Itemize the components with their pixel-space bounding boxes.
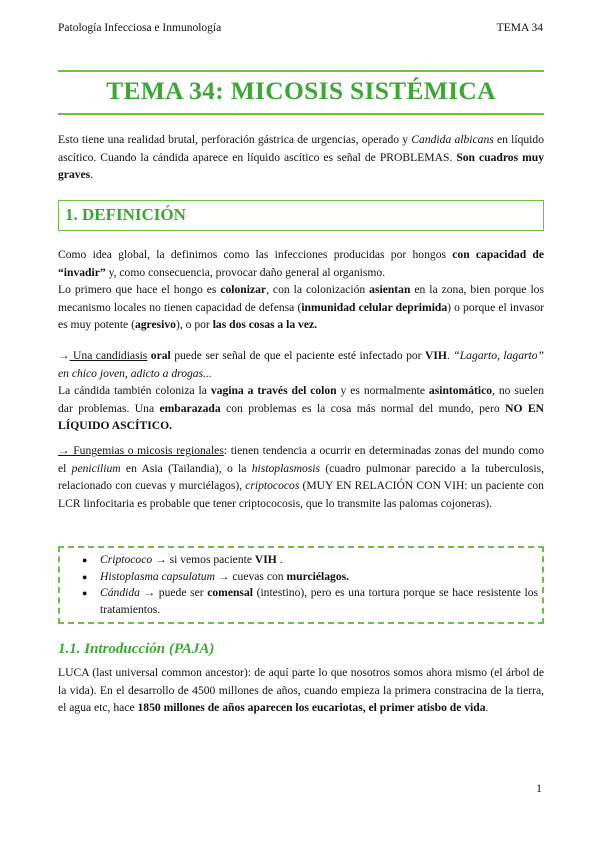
fungemias-paragraph: → Fungemias o micosis regionales: tienen tendencia a ocurrir en determinadas zonas del mundo como el penicilium en Asia (Tailandia), o la histoplasmosis (cuadro pulmonar parecido a la tuberculosis, relacionado con cuevas y murciélagos), criptococos (MUY EN RELACIÓN CON VIH: un paciente con LCR linfocitaria es probable que tener criptococosis, que lo transmite las palomas cojoneras). [58, 444, 545, 510]
section-heading-box [58, 200, 544, 231]
list-item: ● Histoplasma capsulatum → cuevas con murciélagos. [82, 569, 538, 586]
section-heading: 1. DEFINICIÓN [65, 205, 186, 224]
subsection-heading: 1.1. Introducción (PAJA) [58, 641, 215, 657]
luca-paragraph: LUCA (last universal common ancestor): de aquí parte lo que nosotros somos ahora mismo (el árbol de la vida). En el desarrollo de 4500 millones de años, cuando empieza la primera constracina de la tierra, el agua etc, hace 1850 millones de años aparecen los eucariotas, el primer atisbo de vida. [58, 666, 544, 715]
title-rule-top [58, 70, 544, 72]
summary-list [82, 552, 538, 618]
bullet-icon: ● [82, 555, 88, 565]
intro-paragraph: Esto tiene una realidad brutal, perforación gástrica de urgencias, operado y Candida albicans en líquido ascítico. Cuando la cándida aparece en líquido ascítico es señal de PROBLEMAS. Son cuadros muy graves. [58, 133, 544, 182]
definition-paragraph-2: Lo primero que hace el hongo es colonizar, con la colonización asientan en la zona, bien porque los mecanismo locales no tienen capacidad de defensa (inmunidad celular deprimida) o porque el invasor es muy potente (agresivo), o por las dos cosas a la vez. [58, 283, 544, 332]
running-header-left: Patología Infecciosa e Inmunología [58, 22, 222, 34]
candidiasis-paragraph: → Una candidiasis oral puede ser señal de que el paciente esté infectado por VIH. “Lagarto, lagarto” en chico joven, adicto a drogas... La cándida también coloniza la vagina a través del colon y es normalmente asintomático, no suelen dar problemas. Una embarazada con problemas es la cosa más normal del mundo, pero NO EN LÍQUIDO ASCÍTICO. [58, 349, 545, 433]
list-item: ● Cándida → puede ser comensal (intestino), pero es una tortura porque se hace resistente los tratamientos. [82, 586, 539, 616]
document-title: TEMA 34: MICOSIS SISTÉMICA [106, 76, 496, 105]
title-rule-bottom [58, 113, 544, 115]
page-number: 1 [536, 781, 542, 795]
definition-paragraph-1: Como idea global, la definimos como las infecciones producidas por hongos con capacidad de “invadir” y, como consecuencia, provocar daño general al organismo. [58, 248, 544, 279]
bullet-icon: ● [82, 571, 88, 582]
bullet-icon: ● [82, 588, 88, 598]
list-item: ● Criptococo → si vemos paciente VIH . [82, 552, 538, 569]
summary-box [58, 546, 544, 624]
running-header-right: TEMA 34 [496, 22, 543, 34]
